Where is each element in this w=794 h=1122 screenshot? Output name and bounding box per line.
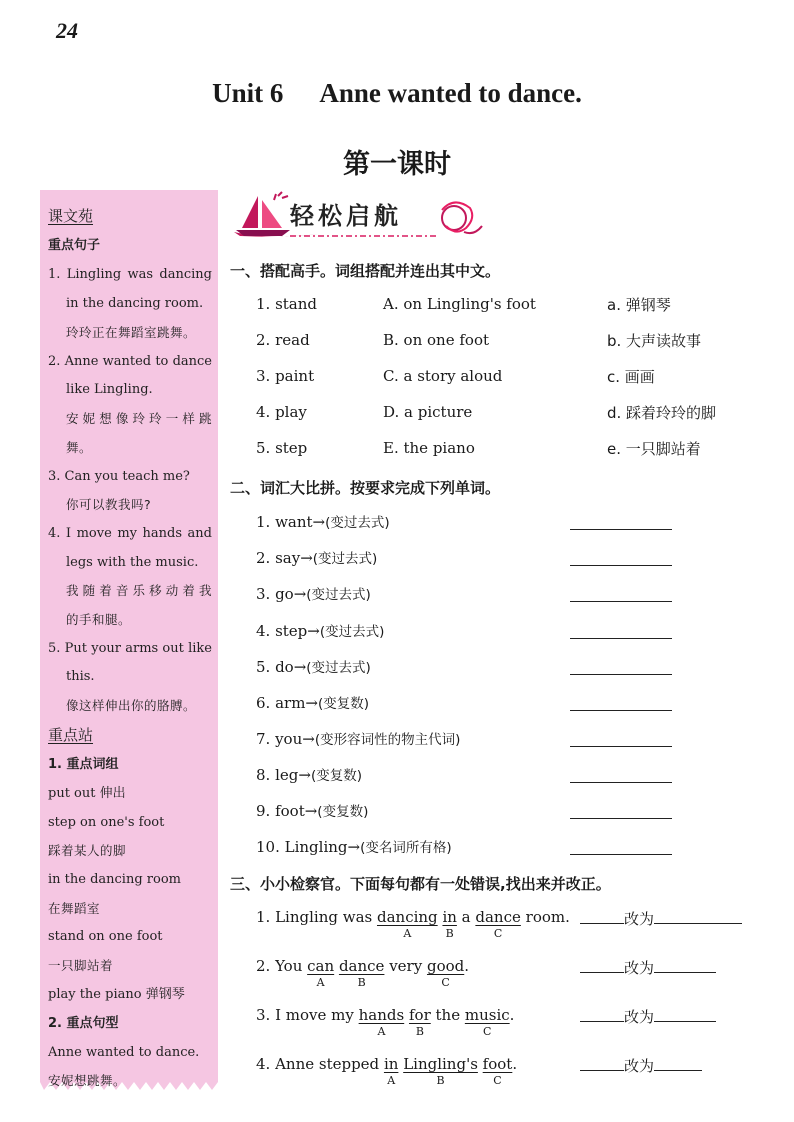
option-text: dance xyxy=(338,957,385,975)
match-col-b: A. on Lingling's foot xyxy=(383,295,536,313)
option-label: A xyxy=(403,927,412,940)
sidebar-phrase: put out 伸出 xyxy=(48,786,126,801)
section3-title: 三、小小检察官。下面每句都有一处错误,找出来并改正。 xyxy=(230,875,611,893)
match-col-c: d. 踩着玲玲的脚 xyxy=(607,404,717,422)
change-label: 改为 xyxy=(624,959,655,977)
option-text: music xyxy=(464,1006,510,1024)
change-label: 改为 xyxy=(624,910,655,928)
unit-number: Unit 6 xyxy=(212,78,284,108)
sidebar-line: legs with the music. xyxy=(66,555,199,570)
sidebar-sub-key-patterns: 2. 重点句型 xyxy=(48,1016,119,1031)
correction-field xyxy=(580,957,716,978)
vocab-item xyxy=(256,547,377,567)
match-col-b: D. a picture xyxy=(383,403,473,421)
option-c xyxy=(482,1055,513,1087)
sidebar-line: 2. Anne wanted to dance xyxy=(48,354,212,369)
sentence-text: . xyxy=(464,957,470,975)
error-sentence xyxy=(256,1006,515,1038)
answer-blank[interactable] xyxy=(570,746,672,747)
vocab-word: 9. foot→ xyxy=(256,802,318,820)
answer-blank[interactable] xyxy=(570,710,672,711)
vocab-item xyxy=(256,511,390,531)
sentence-text: 2. You xyxy=(256,957,308,975)
sentence-text: the xyxy=(430,1006,465,1024)
option-b xyxy=(442,908,457,940)
option-b xyxy=(408,1006,431,1038)
option-b xyxy=(338,957,385,989)
vocab-item xyxy=(256,656,371,676)
option-a xyxy=(358,1006,405,1038)
sidebar-line: 3. Can you teach me? xyxy=(48,469,190,484)
option-text: dancing xyxy=(376,908,438,926)
match-col-a: 1. stand xyxy=(256,295,318,313)
sidebar-line: 我随着音乐移动着我 xyxy=(66,583,212,598)
option-label: B xyxy=(415,1025,424,1038)
sidebar-heading-text: 课文苑 xyxy=(48,207,94,225)
sidebar-line: 的手和腿。 xyxy=(66,612,132,627)
sidebar-line: in the dancing room. xyxy=(66,296,204,311)
option-text: hands xyxy=(358,1006,405,1024)
sidebar-phrase: 在舞蹈室 xyxy=(48,901,101,916)
option-text: good xyxy=(426,957,465,975)
sidebar-line: 你可以教我吗? xyxy=(66,497,152,512)
banner-title: 轻松启航 xyxy=(290,202,402,230)
match-col-c: c. 画画 xyxy=(607,368,655,386)
match-col-c: e. 一只脚站着 xyxy=(607,440,701,458)
match-col-a: 2. read xyxy=(256,331,310,349)
sidebar-pattern: 安妮想跳舞。 xyxy=(48,1073,127,1088)
sidebar-pattern: Anne wanted to dance. xyxy=(48,1045,200,1060)
match-col-c: a. 弹钢琴 xyxy=(607,296,671,314)
sidebar-sub-key-sentences: 重点句子 xyxy=(48,238,101,253)
sentence-text: 4. Anne stepped xyxy=(256,1055,384,1073)
sentence-text: 3. I move my xyxy=(256,1006,359,1024)
section2-title: 二、词汇大比拼。按要求完成下列单词。 xyxy=(230,479,501,497)
vocab-item xyxy=(256,583,371,603)
sidebar-phrase: stand on one foot xyxy=(48,929,163,944)
vocab-hint: (变过去式) xyxy=(325,515,390,531)
option-label: A xyxy=(387,1074,396,1087)
match-col-a: 5. step xyxy=(256,439,308,457)
sidebar-line: 像这样伸出你的胳膊。 xyxy=(66,698,197,713)
answer-blank[interactable] xyxy=(570,601,672,602)
error-letter-blank[interactable] xyxy=(580,1070,624,1071)
sidebar-panel xyxy=(40,190,218,1082)
match-col-a: 4. play xyxy=(256,403,307,421)
answer-blank[interactable] xyxy=(570,854,672,855)
change-label: 改为 xyxy=(624,1008,655,1026)
match-col-b: E. the piano xyxy=(383,439,475,457)
sidebar-line: like Lingling. xyxy=(66,382,153,397)
correction-blank[interactable] xyxy=(654,923,742,924)
option-a xyxy=(307,957,335,989)
vocab-hint: (变过去式) xyxy=(319,624,385,640)
sidebar-phrase: in the dancing room xyxy=(48,872,181,887)
section1-title: 一、搭配高手。词组搭配并连出其中文。 xyxy=(230,262,501,280)
vocab-hint: (变名词所有格) xyxy=(360,840,452,856)
option-text: dance xyxy=(475,908,521,926)
option-label: B xyxy=(436,1074,445,1087)
option-a xyxy=(383,1055,399,1087)
correction-blank[interactable] xyxy=(654,972,716,973)
sidebar-line: 1. Lingling was dancing xyxy=(48,267,212,282)
vocab-item xyxy=(256,692,369,712)
sidebar-sub-key-phrases: 1. 重点词组 xyxy=(48,757,119,772)
page-number: 24 xyxy=(56,18,78,43)
vocab-word: 6. arm→ xyxy=(256,694,318,712)
vocab-word: 1. want→ xyxy=(256,513,326,531)
unit-name: Anne wanted to dance. xyxy=(319,78,582,108)
option-c xyxy=(464,1006,510,1038)
sentence-text: room. xyxy=(520,908,570,926)
vocab-word: 4. step→ xyxy=(256,622,320,640)
option-label: C xyxy=(483,1025,492,1038)
vocab-hint: (变过去式) xyxy=(306,587,371,603)
change-label: 改为 xyxy=(624,1057,655,1075)
option-label: B xyxy=(357,976,366,989)
option-b xyxy=(403,1055,478,1087)
option-text: Lingling's xyxy=(403,1055,478,1073)
option-text: for xyxy=(408,1006,431,1024)
vocab-word: 5. do→ xyxy=(256,658,307,676)
error-letter-blank[interactable] xyxy=(580,923,624,924)
sidebar-phrase: 踩着某人的脚 xyxy=(48,843,127,858)
match-col-b: C. a story aloud xyxy=(383,367,503,385)
option-label: C xyxy=(493,927,503,940)
error-sentence xyxy=(256,957,470,989)
vocab-word: 3. go→ xyxy=(256,585,307,603)
match-col-c: b. 大声读故事 xyxy=(607,332,702,350)
vocab-item xyxy=(256,728,460,748)
sidebar-line: 安妮想像玲玲一样跳 xyxy=(66,411,212,426)
sentence-text: very xyxy=(384,957,427,975)
error-letter-blank[interactable] xyxy=(580,1021,624,1022)
option-label: B xyxy=(445,927,454,940)
correction-field xyxy=(580,1055,702,1076)
option-c xyxy=(426,957,465,989)
correction-field xyxy=(580,1006,716,1027)
correction-blank[interactable] xyxy=(654,1021,716,1022)
option-text: foot xyxy=(482,1055,513,1073)
sentence-text: 1. Lingling was xyxy=(256,908,377,926)
match-col-b: B. on one foot xyxy=(383,331,489,349)
sentence-text: . xyxy=(509,1006,515,1024)
answer-blank[interactable] xyxy=(570,818,672,819)
vocab-hint: (变形容词性的物主代词) xyxy=(314,732,461,748)
vocab-item xyxy=(256,836,452,856)
answer-blank[interactable] xyxy=(570,638,672,639)
sidebar-phrase: play the piano 弹钢琴 xyxy=(48,987,185,1002)
correction-blank[interactable] xyxy=(654,1070,702,1071)
vocab-item xyxy=(256,800,368,820)
answer-blank[interactable] xyxy=(570,565,672,566)
vocab-hint: (变复数) xyxy=(310,768,362,784)
option-c xyxy=(475,908,521,940)
sidebar-line: 玲玲正在舞蹈室跳舞。 xyxy=(66,325,197,340)
sidebar-line: 舞。 xyxy=(66,440,93,455)
vocab-word: 10. Lingling→ xyxy=(256,838,361,856)
sidebar-line: 5. Put your arms out like xyxy=(48,641,212,656)
sentence-text: . xyxy=(512,1055,518,1073)
option-text: can xyxy=(307,957,335,975)
correction-field xyxy=(580,908,742,929)
vocab-hint: (变过去式) xyxy=(312,551,378,567)
option-a xyxy=(376,908,438,940)
sidebar-line: 4. I move my hands and xyxy=(48,526,212,541)
lesson-subtitle: 第一课时 xyxy=(343,149,451,180)
answer-blank[interactable] xyxy=(570,674,672,675)
sentence-text: a xyxy=(456,908,476,926)
option-label: A xyxy=(316,976,325,989)
option-label: C xyxy=(441,976,450,989)
sidebar-phrase: 一只脚站着 xyxy=(48,958,114,973)
unit-title xyxy=(0,78,794,109)
vocab-hint: (变复数) xyxy=(317,804,369,820)
sidebar-phrase: step on one's foot xyxy=(48,815,165,830)
sidebar-heading-key-points: 重点站 xyxy=(48,726,94,744)
answer-blank[interactable] xyxy=(570,782,672,783)
option-label: C xyxy=(493,1074,502,1087)
match-col-a: 3. paint xyxy=(256,367,315,385)
option-text: in xyxy=(442,908,457,926)
vocab-item xyxy=(256,620,384,640)
option-text: in xyxy=(383,1055,399,1073)
error-sentence xyxy=(256,1055,518,1087)
vocab-word: 7. you→ xyxy=(256,730,315,748)
vocab-word: 8. leg→ xyxy=(256,766,311,784)
error-sentence xyxy=(256,908,570,940)
sidebar-line: this. xyxy=(66,669,95,684)
vocab-hint: (变复数) xyxy=(318,696,370,712)
vocab-item xyxy=(256,764,362,784)
vocab-word: 2. say→ xyxy=(256,549,313,567)
error-letter-blank[interactable] xyxy=(580,972,624,973)
answer-blank[interactable] xyxy=(570,529,672,530)
option-label: A xyxy=(377,1025,386,1038)
vocab-hint: (变过去式) xyxy=(306,660,371,676)
